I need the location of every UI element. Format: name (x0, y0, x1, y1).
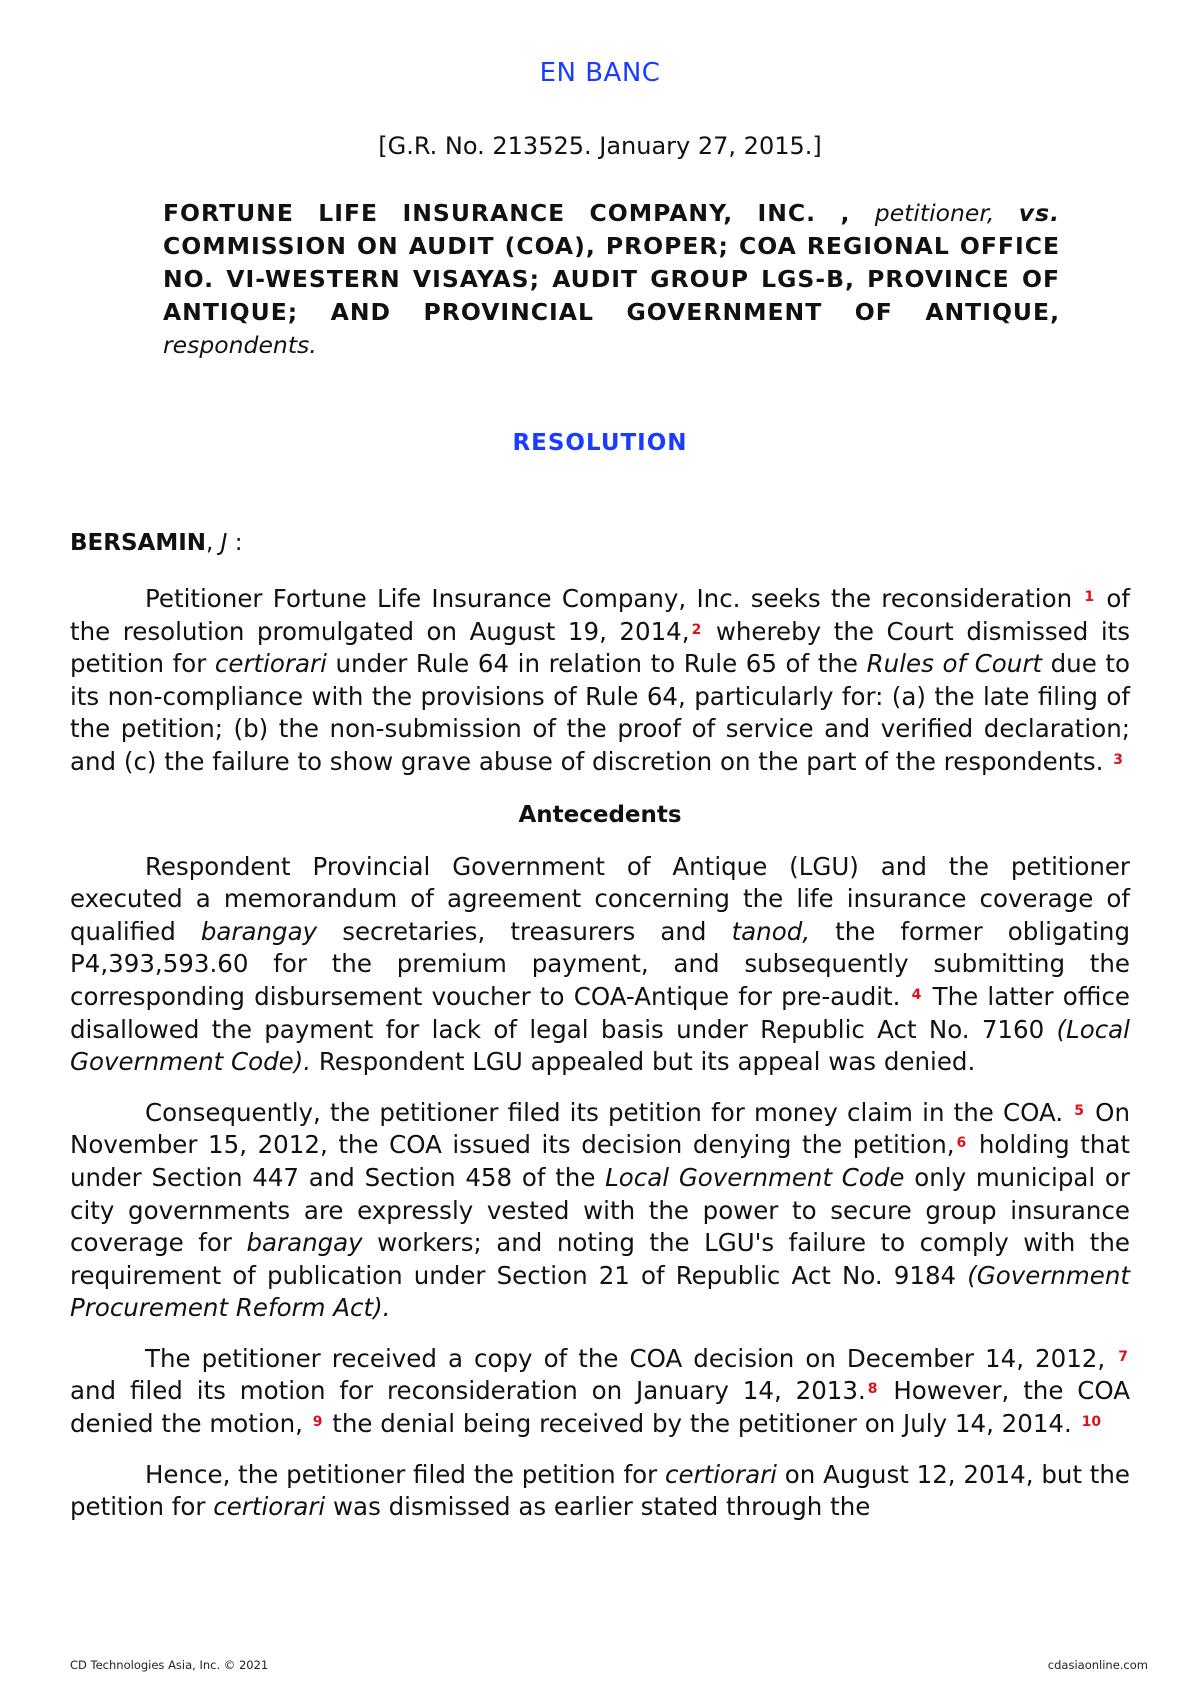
paragraph-1 (70, 583, 1130, 779)
case-number: [G.R. No. 213525. January 27, 2015.] (378, 132, 822, 160)
respondents-role: respondents (163, 331, 310, 359)
text-run: workers; and noting the LGU's failure to comply with the requirement of publication under Section 21 of Republic Act No. 9184 (70, 1228, 1130, 1290)
document-type: RESOLUTION (512, 430, 688, 456)
footnote-link[interactable]: 1 (1084, 589, 1095, 605)
text-run: Hence, the petitioner filed the petition for (145, 1459, 665, 1489)
text-run: secretaries, treasurers and (317, 916, 732, 946)
italic-term: Local Government Code (605, 1162, 905, 1192)
italic-term: tanod, (731, 916, 811, 946)
footnote-link[interactable]: 5 (1074, 1102, 1085, 1119)
petitioner-role: petitioner, (874, 199, 995, 227)
ponente-name: BERSAMIN (70, 530, 207, 556)
footnote-link[interactable]: 7 (1118, 1348, 1128, 1365)
respondents-names: COMMISSION ON AUDIT (COA), PROPER; COA REGIONAL OFFICE NO. VI-WESTERN VISAYAS; AUDIT GROUP LGS-B, PROVINCE OF ANTIQUE; AND PROVINCIAL GOVERNMENT OF ANTIQUE (163, 232, 1060, 326)
text-run: However, the COA denied the motion, (70, 1376, 1130, 1439)
footer-copyright: CD Technologies Asia, Inc. © 2021 (70, 1658, 269, 1672)
footnote-link[interactable]: 8 (867, 1381, 878, 1398)
text-run: Respondent Provincial Government of Antique (LGU) and the petitioner executed a memorandum of agreement concerning the life insurance coverage of qualified (70, 851, 1130, 946)
text-run: The latter office disallowed the payment for lack of legal basis under Republic Act No. 7160 (70, 981, 1130, 1044)
court-division: EN BANC (539, 58, 661, 88)
text-run: on August 12, 2014, but the petition for (70, 1459, 1131, 1522)
text-run: Petitioner Fortune Life Insurance Company, Inc. seeks the reconsideration (145, 584, 1083, 613)
footnote-link[interactable]: 3 (1113, 751, 1123, 768)
section-heading: Antecedents (518, 801, 682, 828)
footnote-link[interactable]: 10 (1081, 1414, 1102, 1431)
italic-term: certiorari (664, 1459, 777, 1489)
text-run: only municipal or city governments are expressly vested with the power to secure group insurance coverage for (70, 1162, 1130, 1258)
italic-term: Rules of Court (866, 649, 1042, 679)
paragraph-5 (70, 1459, 1130, 1524)
text-run: The petitioner received a copy of the COA decision on December 14, 2012, (145, 1343, 1117, 1373)
paragraph-3 (70, 1097, 1130, 1325)
text-run: holding that under Section 447 and Section 458 of the (70, 1130, 1130, 1192)
petitioner-name: FORTUNE LIFE INSURANCE COMPANY, INC. (163, 199, 817, 227)
text-run: Consequently, the petitioner filed its petition for money claim in the COA. (145, 1097, 1073, 1127)
italic-term: (Government Procurement Reform Act). (70, 1260, 1130, 1323)
text-run: the former obligating P4,393,593.60 for the premium payment, and subsequently submitting the corresponding disbursement voucher to COA-Antique for pre-audit. (70, 916, 1130, 1011)
footnote-link[interactable]: 4 (911, 986, 922, 1003)
text-run: and filed its motion for reconsideration on January 14, 2013. (70, 1376, 866, 1406)
paragraph-2 (70, 851, 1130, 1079)
footnote-link[interactable]: 2 (691, 621, 702, 638)
text-run: under Rule 64 in relation to Rule 65 of the (326, 649, 867, 679)
italic-term: (Local Government Code). (70, 1014, 1130, 1077)
paragraph-4 (70, 1343, 1130, 1441)
text-run: whereby the Court dismissed its petition for (70, 616, 1130, 679)
italic-term: barangay (246, 1228, 363, 1258)
text-run: On November 15, 2012, the COA issued its decision denying the petition, (70, 1097, 1130, 1160)
italic-term: certiorari (213, 1492, 326, 1522)
document-body (70, 583, 1130, 1542)
footer-site-link[interactable]: cdasiaonline.com (1047, 1658, 1148, 1672)
italic-term: barangay (200, 916, 318, 946)
text-run: of the resolution promulgated on August 19, 2014, (70, 584, 1130, 646)
text-run: due to its non-compliance with the provisions of Rule 64, particularly for: (a) the late filing of the petition; (b) the non-submission of the proof of service and verified declaration; and (c) the failure to show grave abuse of discretion on the part of the respondents. (70, 649, 1130, 776)
text-run: Respondent LGU appealed but its appeal was denied. (311, 1047, 976, 1077)
text-run: the denial being received by the petitioner on July 14, 2014. (324, 1409, 1080, 1439)
case-caption: FORTUNE LIFE INSURANCE COMPANY, INC. , petitioner, vs. COMMISSION ON AUDIT (COA), PROPER; COA REGIONAL OFFICE NO. VI-WESTERN VISAYAS; AUDIT GROUP LGS-B, PROVINCE OF ANTIQUE; AND PROVINCIAL GOVERNMENT OF ANTIQUE, respondents. (163, 199, 1060, 359)
footnote-link[interactable]: 9 (312, 1414, 323, 1431)
ponente-title: J (220, 530, 228, 556)
ponente: BERSAMIN, J : (70, 530, 243, 556)
footnote-link[interactable]: 6 (956, 1135, 967, 1152)
italic-term: certiorari (214, 649, 327, 679)
text-run: was dismissed as earlier stated through the (325, 1492, 871, 1522)
versus: vs. (1018, 199, 1060, 227)
